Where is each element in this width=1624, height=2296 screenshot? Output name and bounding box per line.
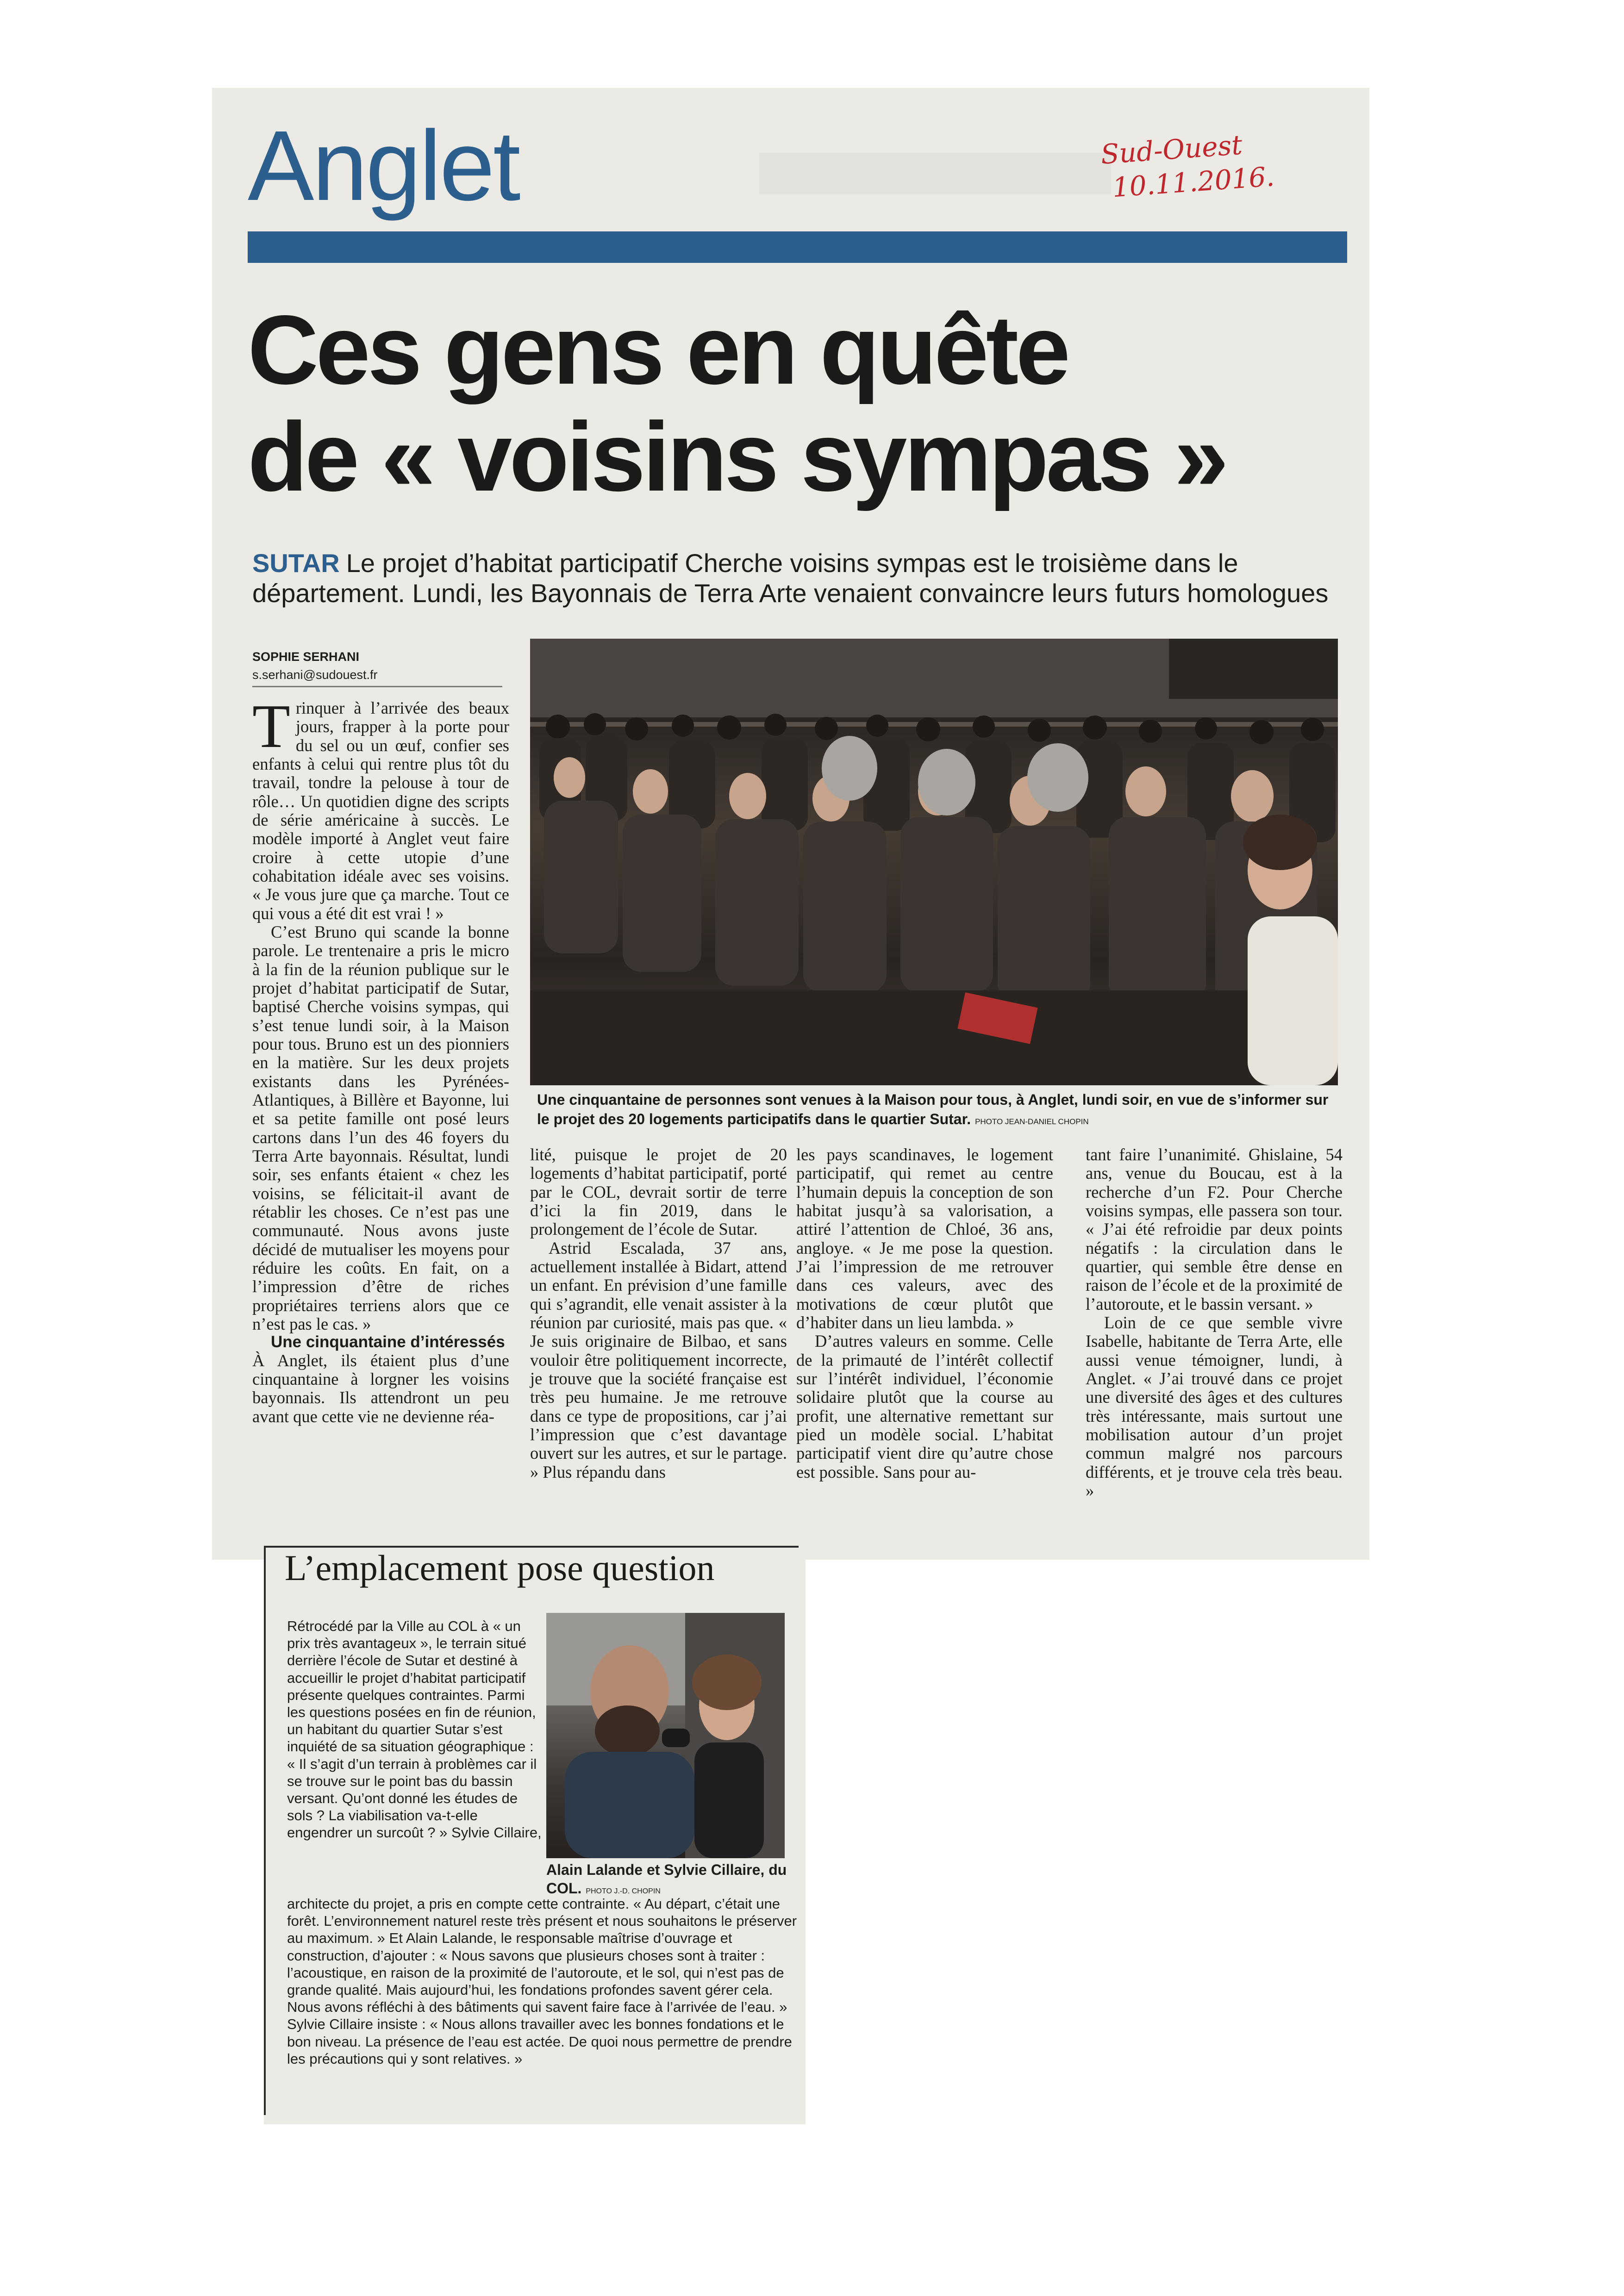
faint-adjacent-print: [759, 153, 1111, 194]
portrait-illustration: [546, 1613, 785, 1858]
article-paragraph: Astrid Escalada, 37 ans, actuellement installée à Bidart, attend un enfant. En prévision d’une famille qui s’agrandit, elle venait assister à la réunion par curiosité, mais pas que. « Je suis originaire de Bilbao, et sans vouloir être politiquement incorrecte, je trouve que la société française est très peu humaine. Je me retrouve dans ce type de propositions, car j’ai l’impression que c’est davantage ouvert sur les autres, et sur le partage. » Plus répandu dans: [530, 1238, 787, 1481]
article-paragraph: lité, puisque le projet de 20 logements d’habitat participatif, porté par le COL, devrait sortir de terre d’ici la fin 2019, dans le prolongement de l’école de Sutar.: [530, 1145, 787, 1239]
headline-line-2: de « voisins sympas »: [248, 402, 1226, 512]
article-column-2: [530, 1145, 787, 1481]
drop-cap: T: [252, 692, 290, 760]
portrait-caption-text: Alain Lalande et Sylvie Cillaire, du COL.: [546, 1861, 787, 1897]
article-paragraph: [252, 692, 509, 923]
box-left-rule: [264, 1546, 266, 2115]
author-email: s.serhani@sudouest.fr: [252, 668, 378, 682]
article-subhead: Une cinquantaine d’intéressés: [271, 1333, 505, 1351]
article-column-1: [252, 692, 509, 1426]
article-paragraph: Loin de ce que semble vivre Isabelle, habitante de Terra Arte, elle aussi venue témoigner, lundi, à Anglet. « J’ai trouvé dans ce projet une diversité des âges et des cultures très intéressante, mais surtout une mobilisation autour d’un projet commun malgré nos parcours différents, et je trouve cela très beau. »: [1086, 1313, 1343, 1500]
box-title: L’emplacement pose question: [285, 1548, 715, 1588]
audience-photo: [530, 639, 1338, 1085]
article-column-3: [796, 1145, 1053, 1481]
standfirst-text: Le projet d’habitat participatif Cherche voisins sympas est le troisième dans le département. Lundi, les Bayonnais de Terra Arte venaient convaincre leurs futurs homologues: [252, 548, 1329, 608]
article-column-4: [1086, 1145, 1343, 1500]
annotation-date: 10.11.2016.: [1111, 160, 1275, 203]
byline: [252, 648, 378, 684]
byline-rule: [252, 686, 502, 687]
article-paragraph: C’est Bruno qui scande la bonne parole. Le trentenaire a pris le micro à la fin de la réunion publique sur le projet d’habitat participatif de Sutar, baptisé Cherche voisins sympas, qui s’est tenue lundi soir, à la Maison pour tous. Bruno est un des pionniers en la matière. Sur les deux projets existants dans les Pyrénées-Atlantiques, à Billère et Bayonne, lui et sa petite famille ont posé leurs cartons dans l’un des 46 foyers du Terra Arte bayonnais. Résultat, lundi soir, ses enfants étaient « chez les voisins, se félicitait-il avant de rétablir les choses. Ce n’est pas une communauté. Nous avons juste décidé de mutualiser les moyens pour réduire les coûts. En fait, on a l’impression d’être de riches propriétaires terriens alors que ce n’est pas le cas. »: [252, 922, 509, 1333]
article-paragraph: les pays scandinaves, le logement participatif, qui remet au centre l’humain depuis la conception de son habitat jusqu’à sa valorisation, a attiré l’attention de Chloé, 36 ans, angloye. « Je me pose la question. J’ai l’impression de me retrouver dans ces valeurs, avec des motivations de cœur plutôt que d’habiter dans un lieu lambda. »: [796, 1145, 1053, 1332]
article-paragraph: À Anglet, ils étaient plus d’une cinquantaine à lorgner les voisins bayonnais. Ils attendront un peu avant que cette vie ne devienne réa-: [252, 1350, 509, 1426]
headline-line-1: Ces gens en quête: [248, 295, 1068, 404]
standfirst: [252, 548, 1349, 609]
headline: [248, 296, 1349, 510]
annotation-source: Sud-Ouest: [1099, 129, 1243, 170]
photo-caption: [537, 1090, 1343, 1129]
box-text-part-1: Rétrocédé par la Ville au COL à « un prix très avantageux », le terrain situé derrière l’école de Sutar et destiné à accueillir le projet d’habitat participatif présente quelques contraintes. Parmi les questions posées en fin de réunion, un habitant du quartier Sutar s’est inquiété de sa situation géographique : « Il s’agit d’un terrain à problèmes car il se trouve sur le point bas du bassin versant. Qu’ont donné les études de sols ? La viabilisation va-t-elle engendrer un surcoût ? » Sylvie Cillaire,: [287, 1618, 542, 1841]
article-paragraph-text: rinquer à l’arrivée des beaux jours, frapper à la porte pour du sel ou un œuf, confier ses enfants à celui qui rentre plus tôt du travail, tondre la pelouse à tour de rôle… Un quotidien digne des scripts de série américaine à succès. Le modèle importé à Anglet veut faire croire à cette utopie d’une cohabitation idéale avec ses voisins. « Je vous jure que ça marche. Tout ce qui vous a été dit est vrai ! »: [252, 698, 509, 923]
section-title: Anglet: [248, 110, 519, 221]
box-text-part-2: architecte du projet, a pris en compte cette contrainte. « Au départ, c’était une forêt. L’environnement naturel reste très présent et nous souhaitons le préserver au maximum. » Et Alain Lalande, le responsable maîtrise d’ouvrage et construction, d’ajouter : « Nous savons que plusieurs choses sont à traiter : l’acoustique, en raison de la proximité de l’autoroute, et le sol, qui n’est pas de grande qualité. Mais aujourd’hui, les fondations profondes savent gérer cela. Nous avons réfléchi à des bâtiments qui savent faire face à l’arrivée de l’eau. » Sylvie Cillaire insiste : « Nous allons travailler avec les bonnes fondations et le bon niveau. La présence de l’eau est actée. De quoi nous permettre de prendre les précautions qui y sont relatives. »: [287, 1896, 797, 2067]
section-band: [248, 231, 1347, 263]
photo-credit: PHOTO JEAN-DANIEL CHOPIN: [975, 1117, 1089, 1126]
portrait-caption: [546, 1860, 806, 1898]
handwritten-annotation: [1099, 126, 1275, 205]
portrait-photo: [546, 1613, 785, 1858]
article-paragraph: tant faire l’unanimité. Ghislaine, 54 ans, venue du Boucau, est à la recherche d’un F2. Pour Cherche voisins sympas, elle passera son tour. « J’ai été refroidie par deux points négatifs : la circulation dans le quartier, qui semble être dense en raison de l’école et de la proximité de l’autoroute, et le bassin versant. »: [1086, 1145, 1343, 1313]
portrait-credit: PHOTO J.-D. CHOPIN: [586, 1887, 661, 1895]
audience-illustration: [530, 639, 1338, 1085]
standfirst-tag: SUTAR: [252, 548, 340, 578]
photo-caption-text: Une cinquantaine de personnes sont venues à la Maison pour tous, à Anglet, lundi soir, en vue de s’informer sur le projet des 20 logements participatifs dans le quartier Sutar.: [537, 1091, 1329, 1128]
author-name: SOPHIE SERHANI: [252, 650, 360, 664]
article-paragraph: D’autres valeurs en somme. Celle de la primauté de l’intérêt collectif sur l’intérêt individuel, l’économie solidaire plutôt que la course au profit, une alternative remettant sur pied un modèle social. L’habitat participatif vient dire qu’autre chose est possible. Sans pour au-: [796, 1332, 1053, 1481]
